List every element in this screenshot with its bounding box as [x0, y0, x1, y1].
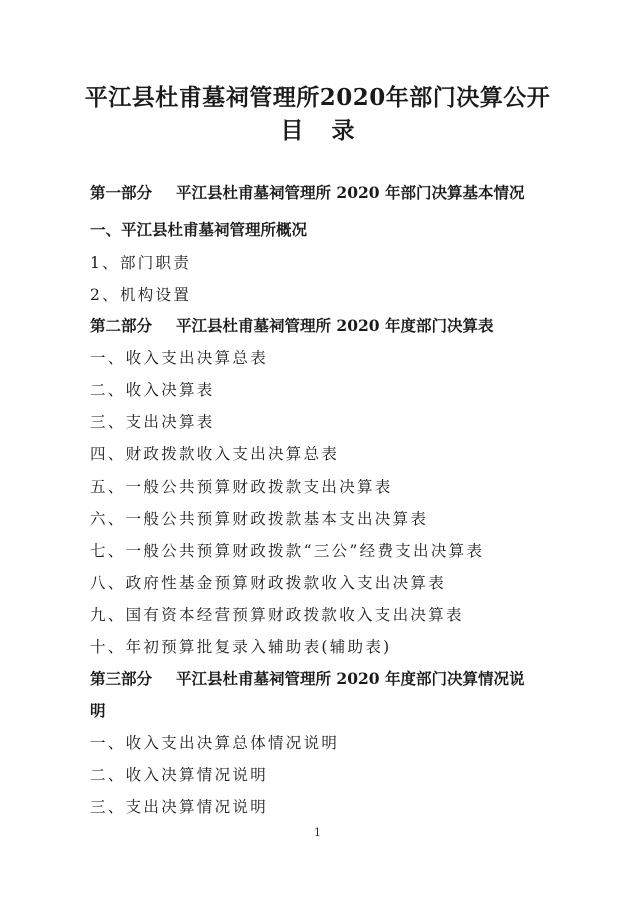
toc-item: 九、国有资本经营预算财政拨款收入支出决算表 — [90, 606, 464, 624]
toc-part-1 — [90, 182, 524, 204]
toc-item: 七、一般公共预算财政拨款“三公”经费支出决算表 — [90, 542, 485, 560]
page-number: 1 — [314, 826, 321, 839]
toc-item: 四、财政拨款收入支出决算总表 — [90, 445, 340, 463]
toc-heading: 目 录 — [280, 117, 365, 144]
toc-item: 一、收入支出决算总表 — [90, 349, 269, 367]
toc-item: 三、支出决算情况说明 — [90, 798, 269, 816]
toc-item: 五、一般公共预算财政拨款支出决算表 — [90, 478, 393, 496]
toc-item: 二、收入决算情况说明 — [90, 766, 269, 784]
toc-item: 六、一般公共预算财政拨款基本支出决算表 — [90, 510, 429, 528]
part-title: 平江县杜甫墓祠管理所 2020 年度部门决算表 — [176, 316, 494, 335]
part-label: 第二部分 — [90, 316, 153, 335]
toc-item: 二、收入决算表 — [90, 381, 215, 399]
toc-item: 三、支出决算表 — [90, 413, 215, 431]
toc-part-3 — [90, 668, 524, 690]
toc-item-duties: 1、部门职责 — [90, 254, 192, 272]
part-label: 第一部分 — [90, 183, 153, 202]
toc-item: 一、收入支出决算总体情况说明 — [90, 734, 340, 752]
part-title: 平江县杜甫墓祠管理所 2020 年部门决算基本情况 — [176, 183, 525, 202]
part-title: 平江县杜甫墓祠管理所 2020 年度部门决算情况说 — [176, 669, 525, 688]
toc-item: 八、政府性基金预算财政拨款收入支出决算表 — [90, 574, 447, 592]
toc-item-organization: 2、机构设置 — [90, 286, 192, 304]
toc-part-3-continuation: 明 — [90, 701, 106, 720]
toc-item: 十、年初预算批复录入辅助表(辅助表) — [90, 638, 392, 656]
document-title: 平江县杜甫墓祠管理所2020年部门决算公开 — [84, 84, 551, 111]
part-label: 第三部分 — [90, 669, 153, 688]
toc-item-overview: 一、平江县杜甫墓祠管理所概况 — [90, 220, 308, 239]
toc-part-2 — [90, 315, 493, 337]
